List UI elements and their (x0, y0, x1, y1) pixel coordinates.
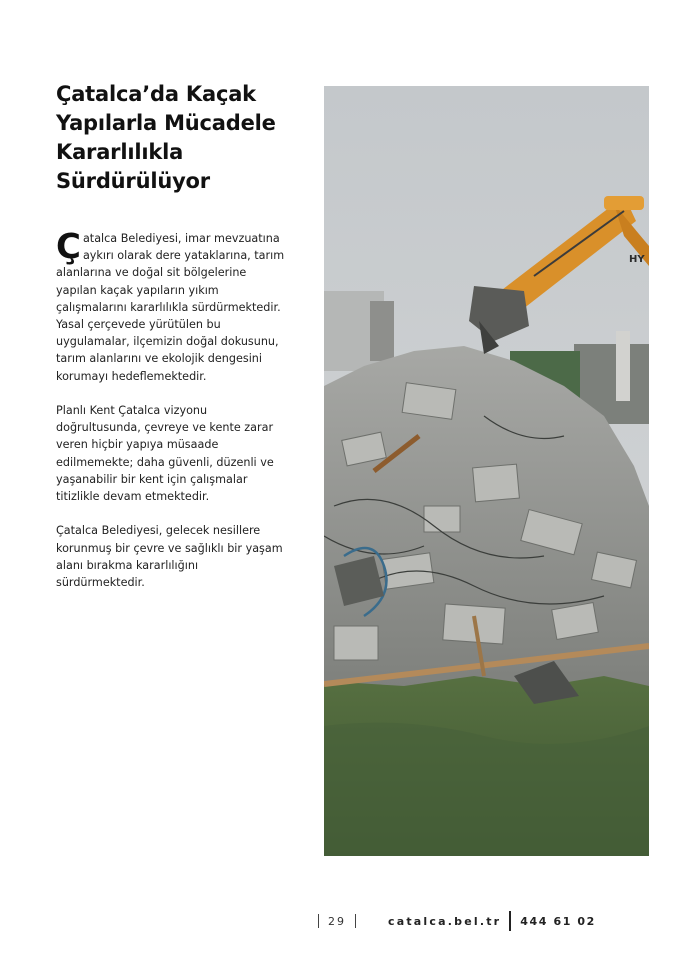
title-line: Sürdürülüyor (56, 169, 210, 193)
page-number: 29 (328, 914, 346, 928)
demolition-scene-image (324, 86, 649, 856)
title-line: Yapılarla Mücadele (56, 111, 276, 135)
dropcap-letter: Ç (56, 227, 81, 267)
website-link[interactable]: catalca.bel.tr (388, 914, 502, 928)
paragraph-3: Çatalca Belediyesi, gelecek nesillere korunmuş bir çevre ve sağlıklı bir yaşam alanı bırakma kararlılığını sürdürmektedir. (56, 524, 283, 590)
phone-number: 444 61 02 (520, 914, 596, 928)
title-line: Çatalca’da Kaçak (56, 82, 256, 106)
paragraph-2: Planlı Kent Çatalca vizyonu doğrultusunda, çevreye ve kente zarar veren hiçbir yapıya müsaade edilmemekte; daha güvenli, düzenli ve yaşanabilir bir kent için çalışmalar titizlikle devam etmektedir. (56, 404, 274, 504)
paragraph-1-text: atalca Belediyesi, imar mevzuatına aykırı olarak dere yataklarına, tarım alanlarına ve doğal sit bölgelerine yapılan kaçak yapıların yıkım çalışmalarını kararlılıkla sürdürmektedir. Yasal çerçevede yürütülen bu uygulamalar, ilçemizin doğal dokusunu, tarım alanlarını ve ekolojik dengesini korumayı hedeflemektedir. (56, 232, 285, 383)
page-footer (318, 910, 618, 932)
demolition-photo (324, 86, 649, 856)
article-body (56, 227, 286, 608)
paragraph-1 (56, 227, 286, 385)
excavator-label: HY (629, 254, 645, 265)
title-line: Kararlılıkla (56, 140, 184, 164)
article-title (56, 80, 306, 196)
